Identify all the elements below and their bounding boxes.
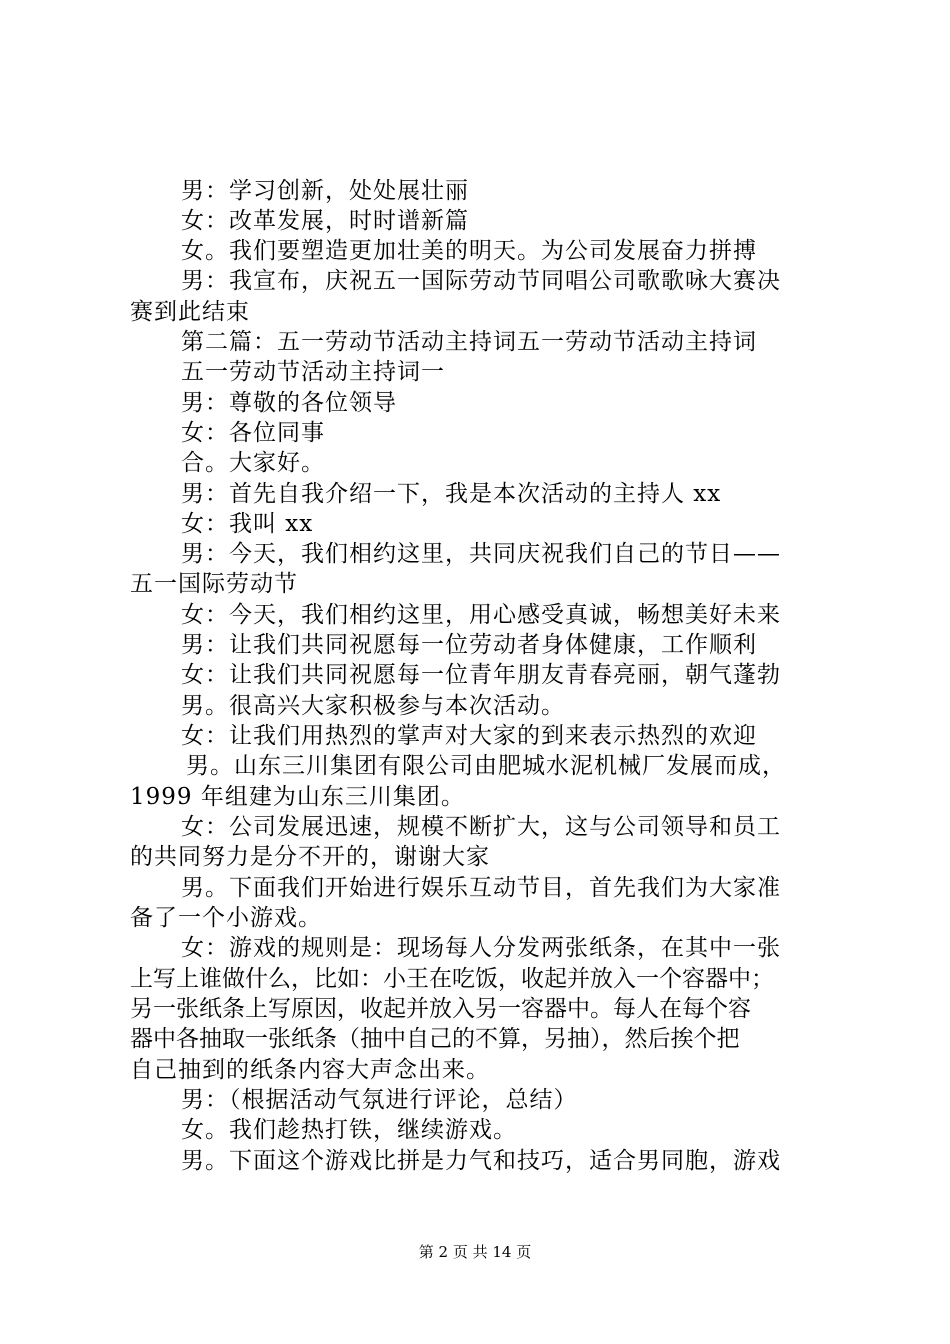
text-line: 女：改革发展，时时谱新篇 xyxy=(181,208,469,234)
text-line: 男：尊敬的各位领导 xyxy=(181,390,397,416)
text-line: 男：学习创新，处处展壮丽 xyxy=(181,178,469,204)
text-line: 五一劳动节活动主持词一 xyxy=(181,359,445,385)
text-line: 赛到此结束 xyxy=(130,299,250,325)
page-footer: 第 2 页 共 14 页 xyxy=(418,1243,532,1261)
text-line: 女。我们要塑造更加壮美的明天。为公司发展奋力拼搏 xyxy=(181,238,757,264)
text-line: 备了一个小游戏。 xyxy=(130,905,322,931)
text-line: 合。大家好。 xyxy=(181,450,325,476)
text-line: 女：让我们共同祝愿每一位青年朋友青春亮丽，朝气蓬勃 xyxy=(181,662,781,688)
text-line: 男：我宣布，庆祝五一国际劳动节同唱公司歌歌咏大赛决 xyxy=(181,268,781,294)
text-line: 男：让我们共同祝愿每一位劳动者身体健康，工作顺利 xyxy=(181,632,757,658)
text-line: 男：（根据活动气氛进行评论，总结） xyxy=(181,1087,578,1113)
text-line: 女：我叫 xx xyxy=(181,511,314,537)
text-line: 女。我们趁热打铁，继续游戏。 xyxy=(181,1117,517,1143)
text-line: 女：公司发展迅速，规模不断扩大，这与公司领导和员工 xyxy=(181,814,781,840)
text-line: 上写上谁做什么，比如：小王在吃饭，收起并放入一个容器中； xyxy=(130,966,774,992)
text-line: 第二篇：五一劳动节活动主持词五一劳动节活动主持词 xyxy=(181,329,757,355)
text-line: 女：让我们用热烈的掌声对大家的到来表示热烈的欢迎 xyxy=(181,723,757,749)
text-line: 男。下面我们开始进行娱乐互动节目，首先我们为大家准 xyxy=(181,875,781,901)
text-line: 男：首先自我介绍一下，我是本次活动的主持人 xx xyxy=(181,481,722,507)
text-line: 女：今天，我们相约这里，用心感受真诚，畅想美好未来 xyxy=(181,602,781,628)
text-line: 的共同努力是分不开的，谢谢大家 xyxy=(130,844,490,870)
text-line: 男。很高兴大家积极参与本次活动。 xyxy=(181,693,565,719)
text-line: 女：各位同事 xyxy=(181,420,325,446)
text-line: 自己抽到的纸条内容大声念出来。 xyxy=(130,1057,490,1083)
text-line: 五一国际劳动节 xyxy=(130,571,298,597)
text-line: 另一张纸条上写原因，收起并放入另一容器中。每人在每个容 xyxy=(130,996,751,1022)
text-line: 男：今天，我们相约这里，共同庆祝我们自己的节日—— xyxy=(181,541,781,567)
text-line: 女：游戏的规则是：现场每人分发两张纸条，在其中一张 xyxy=(181,935,781,961)
text-line: 男。下面这个游戏比拼是力气和技巧，适合男同胞，游戏 xyxy=(181,1148,781,1174)
text-line: 男。山东三川集团有限公司由肥城水泥机械厂发展而成， xyxy=(186,753,786,779)
text-line: 器中各抽取一张纸条（抽中自己的不算，另抽），然后挨个把 xyxy=(130,1026,740,1052)
text-line: 1999 年组建为山东三川集团。 xyxy=(130,784,465,810)
